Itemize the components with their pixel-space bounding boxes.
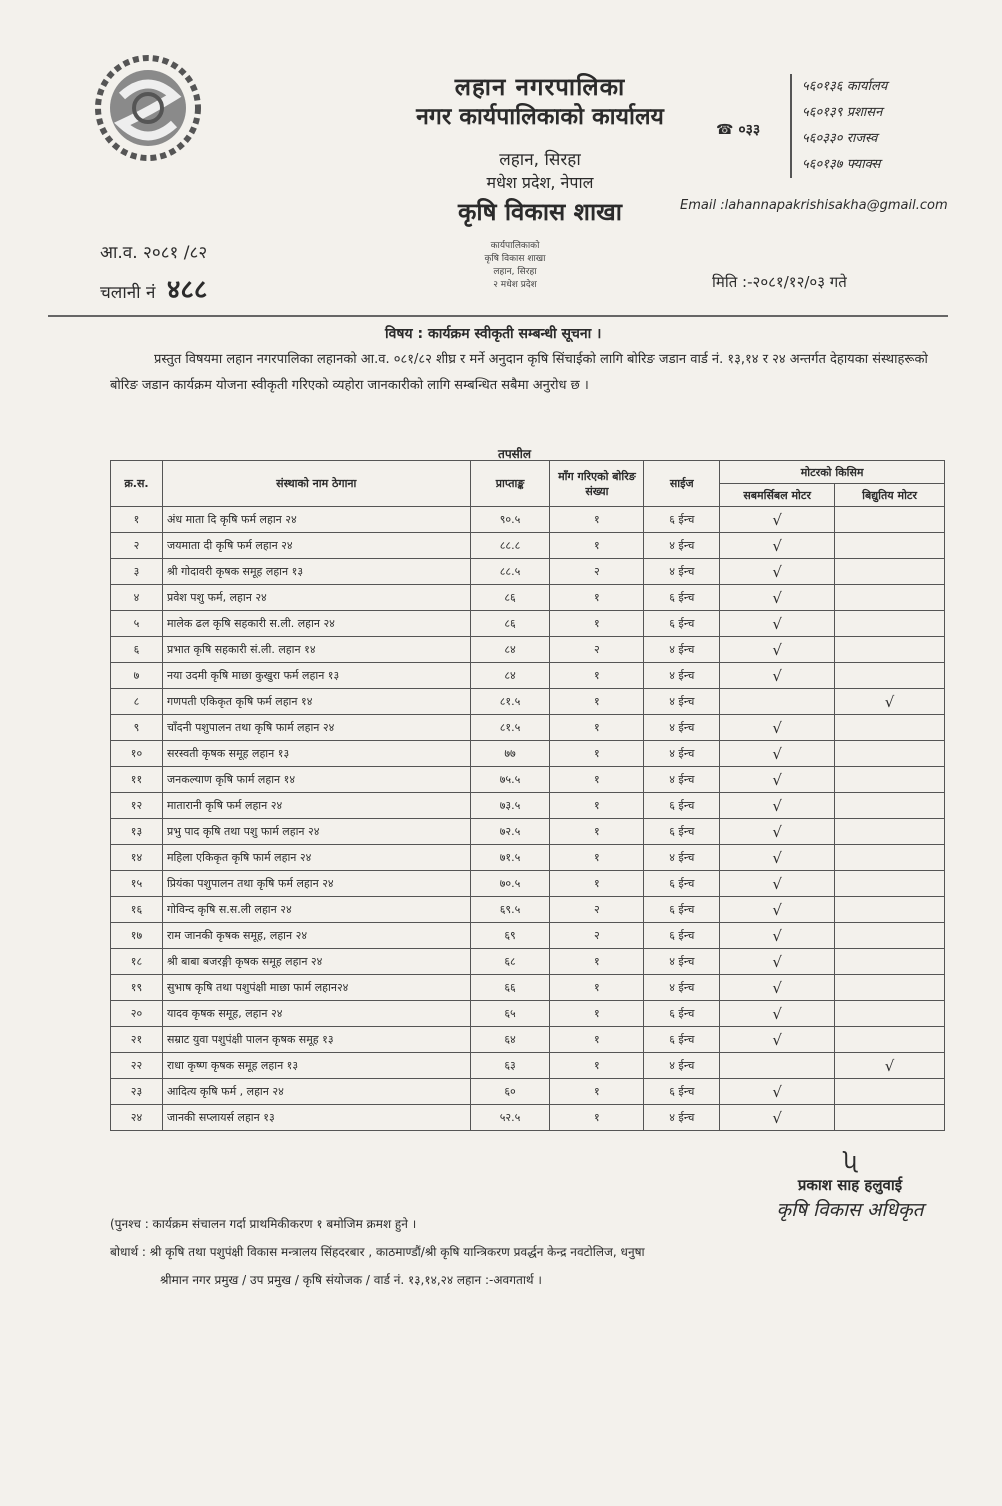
cell-electric (835, 871, 945, 897)
table-row (111, 793, 945, 819)
postscript: (पुनश्च : कार्यक्रम संचालन गर्दा प्राथमिकीकरण १ बमोजिम क्रमश हुने । (110, 1217, 417, 1231)
cell-electric (835, 949, 945, 975)
cell-name: सरस्वती कृषक समूह लहान १३ (162, 741, 470, 767)
cell-submersible: √ (720, 819, 835, 845)
dispatch-value: ४८८ (166, 275, 208, 305)
col-header-motor-type: मोटरको किसिम (720, 461, 945, 484)
signatory-post: कृषि विकास अधिकृत (776, 1199, 924, 1221)
cell-name: प्रवेश पशु फर्म, लहान २४ (162, 585, 470, 611)
cell-sn: १४ (111, 845, 163, 871)
cell-size: ६ ईन्च (644, 819, 720, 845)
cell-marks: ७५.५ (470, 767, 550, 793)
cell-submersible: √ (720, 1079, 835, 1105)
cell-count: १ (550, 949, 644, 975)
table-row (111, 975, 945, 1001)
cell-electric (835, 845, 945, 871)
cell-electric (835, 533, 945, 559)
cell-electric (835, 637, 945, 663)
approved-list-table (110, 460, 945, 1131)
cell-sn: ५ (111, 611, 163, 637)
cell-marks: ८६ (470, 611, 550, 637)
table-row (111, 819, 945, 845)
table-row (111, 533, 945, 559)
cell-submersible: √ (720, 585, 835, 611)
cell-electric (835, 507, 945, 533)
cell-sn: १३ (111, 819, 163, 845)
cell-electric: √ (835, 689, 945, 715)
phone-label: ☎ ०३३ (716, 122, 761, 138)
cell-name: राम जानकी कृषक समूह, लहान २४ (162, 923, 470, 949)
table-row (111, 897, 945, 923)
cell-name: मातारानी कृषि फर्म लहान २४ (162, 793, 470, 819)
cell-submersible: √ (720, 923, 835, 949)
cell-submersible (720, 1053, 835, 1079)
cell-name: राधा कृष्ण कृषक समूह लहान १३ (162, 1053, 470, 1079)
phone-line: ५६०१३६ कार्यालय (802, 79, 888, 94)
cell-size: ४ ईन्च (644, 975, 720, 1001)
cell-count: २ (550, 897, 644, 923)
cell-sn: १० (111, 741, 163, 767)
subject-line: विषय : कार्यक्रम स्वीकृती सम्बन्धी सूचना । (385, 326, 602, 342)
cell-sn: २३ (111, 1079, 163, 1105)
cell-electric (835, 585, 945, 611)
cell-name: सम्राट युवा पशुपंक्षी पालन कृषक समूह १३ (162, 1027, 470, 1053)
cell-name: प्रियंका पशुपालन तथा कृषि फर्म लहान २४ (162, 871, 470, 897)
table-caption: तपसील (498, 447, 532, 461)
cell-electric (835, 663, 945, 689)
cell-name: प्रभात कृषि सहकारी सं.ली. लहान १४ (162, 637, 470, 663)
table-row (111, 1001, 945, 1027)
phone-line: ५६०१३९ प्रशासन (802, 105, 883, 120)
fiscal-year: आ.व. २०८१ /८२ (100, 243, 208, 263)
cell-electric (835, 897, 945, 923)
office-stamp (455, 240, 575, 292)
cell-count: १ (550, 507, 644, 533)
cell-marks: ६८ (470, 949, 550, 975)
cell-submersible: √ (720, 715, 835, 741)
cell-marks: ८६ (470, 585, 550, 611)
cell-count: १ (550, 1027, 644, 1053)
cell-count: १ (550, 793, 644, 819)
cell-marks: ६९.५ (470, 897, 550, 923)
cell-marks: ८४ (470, 663, 550, 689)
cell-count: १ (550, 767, 644, 793)
cell-submersible: √ (720, 949, 835, 975)
cell-marks: ६९ (470, 923, 550, 949)
cell-size: ६ ईन्च (644, 923, 720, 949)
cell-marks: ७१.५ (470, 845, 550, 871)
table-row (111, 585, 945, 611)
cell-electric (835, 715, 945, 741)
cell-name: चाँदनी पशुपालन तथा कृषि फार्म लहान २४ (162, 715, 470, 741)
cell-submersible: √ (720, 611, 835, 637)
cell-electric (835, 793, 945, 819)
cell-marks: ८१.५ (470, 689, 550, 715)
table-row (111, 559, 945, 585)
table-row (111, 507, 945, 533)
cell-electric (835, 1105, 945, 1131)
cell-sn: १५ (111, 871, 163, 897)
cell-size: ६ ईन्च (644, 1001, 720, 1027)
address-line-2: मधेश प्रदेश, नेपाल (486, 173, 594, 192)
table-row (111, 767, 945, 793)
cell-sn: ४ (111, 585, 163, 611)
cell-name: जयमाता दी कृषि फर्म लहान २४ (162, 533, 470, 559)
cell-sn: ९ (111, 715, 163, 741)
cell-electric (835, 767, 945, 793)
cell-submersible: √ (720, 663, 835, 689)
cell-marks: ८४ (470, 637, 550, 663)
cell-marks: ७३.५ (470, 793, 550, 819)
emblem-seal-icon (92, 52, 204, 164)
cell-size: ४ ईन्च (644, 637, 720, 663)
cell-marks: ७७ (470, 741, 550, 767)
section-name: कृषि विकास शाखा (457, 198, 623, 226)
cell-count: २ (550, 559, 644, 585)
cell-size: ६ ईन्च (644, 1027, 720, 1053)
cell-marks: ७०.५ (470, 871, 550, 897)
cell-size: ६ ईन्च (644, 897, 720, 923)
cell-sn: १८ (111, 949, 163, 975)
cell-submersible: √ (720, 741, 835, 767)
cell-marks: ६३ (470, 1053, 550, 1079)
cell-name: मालेक ढल कृषि सहकारी स.ली. लहान २४ (162, 611, 470, 637)
cell-sn: २० (111, 1001, 163, 1027)
cell-size: ६ ईन्च (644, 585, 720, 611)
cell-marks: ५२.५ (470, 1105, 550, 1131)
stamp-line: लहान, सिरहा (493, 267, 537, 277)
cell-marks: ८१.५ (470, 715, 550, 741)
cell-submersible: √ (720, 507, 835, 533)
stamp-line: कार्यपालिकाको (490, 241, 540, 251)
cell-name: श्री गोदावरी कृषक समूह लहान १३ (162, 559, 470, 585)
cell-sn: २२ (111, 1053, 163, 1079)
letter-date: मिति :-२०८१/१२/०३ गते (712, 273, 847, 291)
cell-sn: २१ (111, 1027, 163, 1053)
cell-size: ४ ईन्च (644, 767, 720, 793)
phone-list (790, 74, 887, 178)
cell-marks: ७२.५ (470, 819, 550, 845)
office-name: नगर कार्यपालिकाको कार्यालय (416, 104, 664, 130)
table-row (111, 741, 945, 767)
cell-electric (835, 819, 945, 845)
col-header-marks: प्राप्ताङ्क (470, 461, 550, 507)
cell-count: १ (550, 533, 644, 559)
signatory-name: प्रकाश साह हलुवाई (797, 1176, 903, 1194)
cell-submersible (720, 689, 835, 715)
cell-sn: १७ (111, 923, 163, 949)
cell-size: ४ ईन्च (644, 741, 720, 767)
cell-count: १ (550, 715, 644, 741)
cell-name: यादव कृषक समूह, लहान २४ (162, 1001, 470, 1027)
cell-size: ४ ईन्च (644, 845, 720, 871)
phone-line: ५६०३३० राजस्व (802, 131, 878, 146)
col-header-sn: क्र.स. (111, 461, 163, 507)
cell-size: ४ ईन्च (644, 1053, 720, 1079)
cell-marks: ८८.८ (470, 533, 550, 559)
cell-count: १ (550, 845, 644, 871)
table-row (111, 1027, 945, 1053)
cell-size: ४ ईन्च (644, 533, 720, 559)
table-row (111, 1053, 945, 1079)
cell-submersible: √ (720, 767, 835, 793)
cell-size: ६ ईन्च (644, 1079, 720, 1105)
cell-sn: १६ (111, 897, 163, 923)
table-row (111, 1079, 945, 1105)
cell-name: आदित्य कृषि फर्म , लहान २४ (162, 1079, 470, 1105)
cell-count: १ (550, 871, 644, 897)
cell-count: १ (550, 975, 644, 1001)
table-row (111, 715, 945, 741)
table-row (111, 949, 945, 975)
cell-name: जनकल्याण कृषि फार्म लहान १४ (162, 767, 470, 793)
cell-sn: ६ (111, 637, 163, 663)
municipality-name: लहान नगरपालिका (454, 73, 626, 101)
cell-sn: २ (111, 533, 163, 559)
table-row (111, 663, 945, 689)
cell-sn: २४ (111, 1105, 163, 1131)
cell-marks: ६६ (470, 975, 550, 1001)
cell-size: ६ ईन्च (644, 611, 720, 637)
cell-name: गणपती एकिकृत कृषि फर्म लहान १४ (162, 689, 470, 715)
cell-size: ६ ईन्च (644, 793, 720, 819)
cell-submersible: √ (720, 975, 835, 1001)
cell-name: जानकी सप्लायर्स लहान १३ (162, 1105, 470, 1131)
cell-electric (835, 1027, 945, 1053)
table-row (111, 611, 945, 637)
cell-count: १ (550, 663, 644, 689)
cell-name: नया उदमी कृषि माछा कुखुरा फर्म लहान १३ (162, 663, 470, 689)
cell-submersible: √ (720, 637, 835, 663)
cell-sn: १९ (111, 975, 163, 1001)
phone-line: ५६०१३७ फ्याक्स (802, 157, 881, 172)
cell-size: ४ ईन्च (644, 1105, 720, 1131)
cell-marks: ६५ (470, 1001, 550, 1027)
cell-electric (835, 559, 945, 585)
cell-size: ४ ईन्च (644, 949, 720, 975)
cell-electric (835, 741, 945, 767)
table-row (111, 689, 945, 715)
copy-to-continued: श्रीमान नगर प्रमुख / उप प्रमुख / कृषि संयोजक / वार्ड नं. १३,१४,२४ लहान :-अवगतार्थ । (160, 1273, 542, 1287)
cell-electric (835, 1079, 945, 1105)
cell-name: महिला एकिकृत कृषि फार्म लहान २४ (162, 845, 470, 871)
cell-sn: १ (111, 507, 163, 533)
col-header-electric: बिद्युतिय मोटर (835, 484, 945, 507)
cell-sn: ८ (111, 689, 163, 715)
cell-count: १ (550, 741, 644, 767)
cell-electric (835, 611, 945, 637)
cell-electric (835, 1001, 945, 1027)
cell-size: ४ ईन्च (644, 663, 720, 689)
dispatch-label: चलानी नं (100, 283, 156, 303)
table-row (111, 923, 945, 949)
cell-count: १ (550, 689, 644, 715)
col-header-name: संस्थाको नाम ठेगाना (162, 461, 470, 507)
cell-marks: ६० (470, 1079, 550, 1105)
body-paragraph: प्रस्तुत विषयमा लहान नगरपालिका लहानको आ.व. ०८१/८२ शीघ्र र मर्ने अनुदान कृषि सिंचाईको लागि बोरिङ जडान वार्ड नं. १३,१४ र २४ अन्तर्गत देहायका संस्थाहरूको बोरिङ जडान कार्यक्रम योजना स्वीकृती गरिएको व्यहोरा जानकारीको लागि सम्बन्धित सबैमा अनुरोध छ । (110, 352, 928, 393)
cell-electric (835, 975, 945, 1001)
cell-size: ४ ईन्च (644, 689, 720, 715)
table-row (111, 871, 945, 897)
cell-submersible: √ (720, 871, 835, 897)
cell-count: १ (550, 611, 644, 637)
cell-size: ४ ईन्च (644, 715, 720, 741)
cell-marks: ६४ (470, 1027, 550, 1053)
email-address: Email :lahannapakrishisakha@gmail.com (680, 198, 948, 213)
header-divider (48, 315, 948, 317)
table-row (111, 637, 945, 663)
cell-count: १ (550, 585, 644, 611)
cell-submersible: √ (720, 845, 835, 871)
address-line-1: लहान, सिरहा (499, 150, 581, 170)
cell-count: १ (550, 1079, 644, 1105)
col-header-submersible: सबमर्सिबल मोटर (720, 484, 835, 507)
cell-sn: ७ (111, 663, 163, 689)
cell-size: ६ ईन्च (644, 871, 720, 897)
dispatch-number (100, 270, 207, 306)
cell-name: अंध माता दि कृषि फर्म लहान २४ (162, 507, 470, 533)
cell-name: सुभाष कृषि तथा पशुपंक्षी माछा फार्म लहान२४ (162, 975, 470, 1001)
cell-submersible: √ (720, 1027, 835, 1053)
cell-size: ४ ईन्च (644, 559, 720, 585)
cell-sn: ११ (111, 767, 163, 793)
cell-submersible: √ (720, 559, 835, 585)
cell-submersible: √ (720, 793, 835, 819)
cell-marks: ८८.५ (470, 559, 550, 585)
cell-count: १ (550, 1001, 644, 1027)
cell-name: प्रभु पाद कृषि तथा पशु फार्म लहान २४ (162, 819, 470, 845)
cell-submersible: √ (720, 1105, 835, 1131)
cell-electric (835, 923, 945, 949)
cell-name: श्री बाबा बजरङ्गी कृषक समूह लहान २४ (162, 949, 470, 975)
copy-to: बोधार्थ : श्री कृषि तथा पशुपंक्षी विकास मन्त्रालय सिंहदरबार , काठमाण्डौं/श्री कृषि यान्त्रिकरण प्रवर्द्धन केन्द्र नवटोलिज, धनुषा (110, 1245, 645, 1259)
table-row (111, 1105, 945, 1131)
cell-sn: ३ (111, 559, 163, 585)
signature-mark: ʯ (842, 1149, 858, 1174)
col-header-count: माँग गरिएको बोरिङ संख्या (550, 461, 644, 507)
cell-count: १ (550, 1105, 644, 1131)
cell-electric: √ (835, 1053, 945, 1079)
cell-count: १ (550, 819, 644, 845)
cell-count: २ (550, 637, 644, 663)
cell-count: २ (550, 923, 644, 949)
cell-submersible: √ (720, 533, 835, 559)
table-row (111, 845, 945, 871)
cell-submersible: √ (720, 897, 835, 923)
stamp-line: २ मधेश प्रदेश (493, 280, 537, 290)
footer-notes (110, 1210, 970, 1294)
col-header-size: साईज (644, 461, 720, 507)
cell-submersible: √ (720, 1001, 835, 1027)
cell-count: १ (550, 1053, 644, 1079)
stamp-line: कृषि विकास शाखा (484, 254, 546, 264)
cell-name: गोविन्द कृषि स.स.ली लहान २४ (162, 897, 470, 923)
cell-marks: ९०.५ (470, 507, 550, 533)
cell-size: ६ ईन्च (644, 507, 720, 533)
cell-sn: १२ (111, 793, 163, 819)
